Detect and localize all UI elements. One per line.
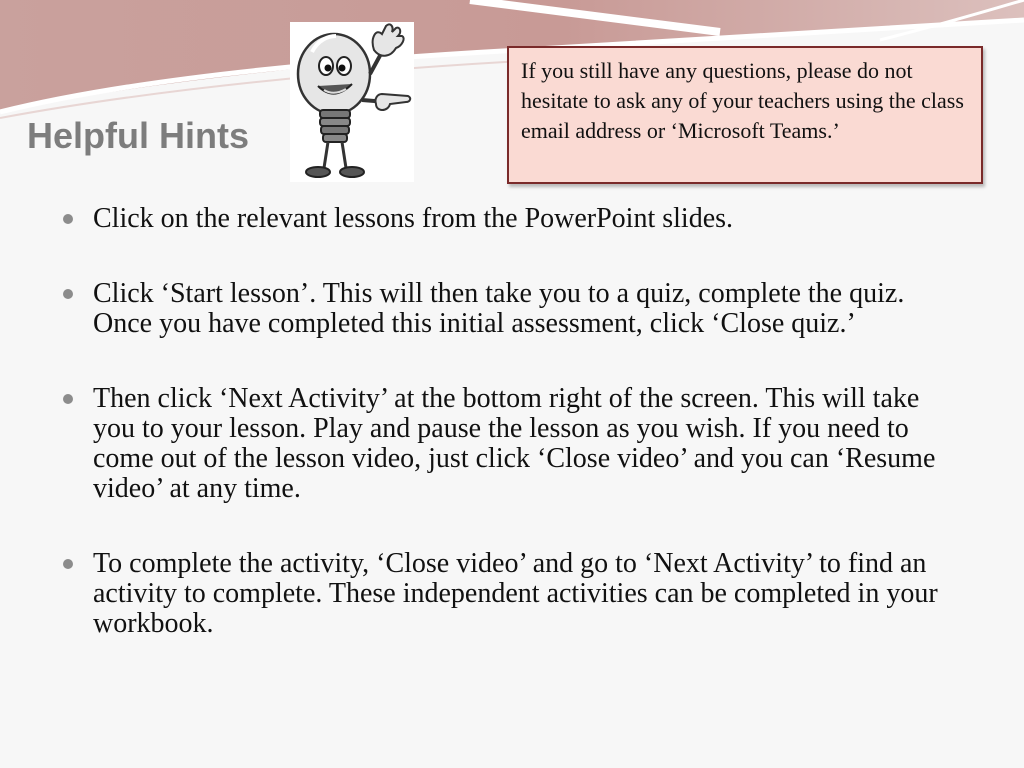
questions-note: If you still have any questions, please do not hesitate to ask any of your teachers using the class email address or ‘Microsoft Teams.’	[507, 46, 983, 184]
bullet-dot-icon	[63, 394, 73, 404]
bullet-dot-icon	[63, 289, 73, 299]
hint-text: Then click ‘Next Activity’ at the bottom right of the screen. This will take you to your lesson. Play and pause the lesson as you wish. If you need to come out of the lesson video, just click ‘Close video’ and you can ‘Resume video’ at any time.	[93, 383, 936, 504]
hint-text: Click on the relevant lessons from the PowerPoint slides.	[93, 203, 734, 234]
bullet-dot-icon	[63, 214, 73, 224]
bullet-dot-icon	[63, 559, 73, 569]
hint-text: Click ‘Start lesson’. This will then take you to a quiz, complete the quiz. Once you have completed this initial assessment, click ‘Close quiz.’	[93, 278, 905, 339]
hint-text: To complete the activity, ‘Close video’ and go to ‘Next Activity’ to find an activity to complete. These independent activities can be completed in your workbook.	[93, 548, 938, 639]
hint-item	[60, 549, 960, 639]
hint-item	[60, 204, 960, 234]
lightbulb-mascot-icon	[290, 22, 414, 182]
hints-list	[60, 204, 960, 684]
slide-title: Helpful Hints	[27, 115, 249, 156]
hint-item	[60, 279, 960, 339]
hint-item	[60, 384, 960, 504]
